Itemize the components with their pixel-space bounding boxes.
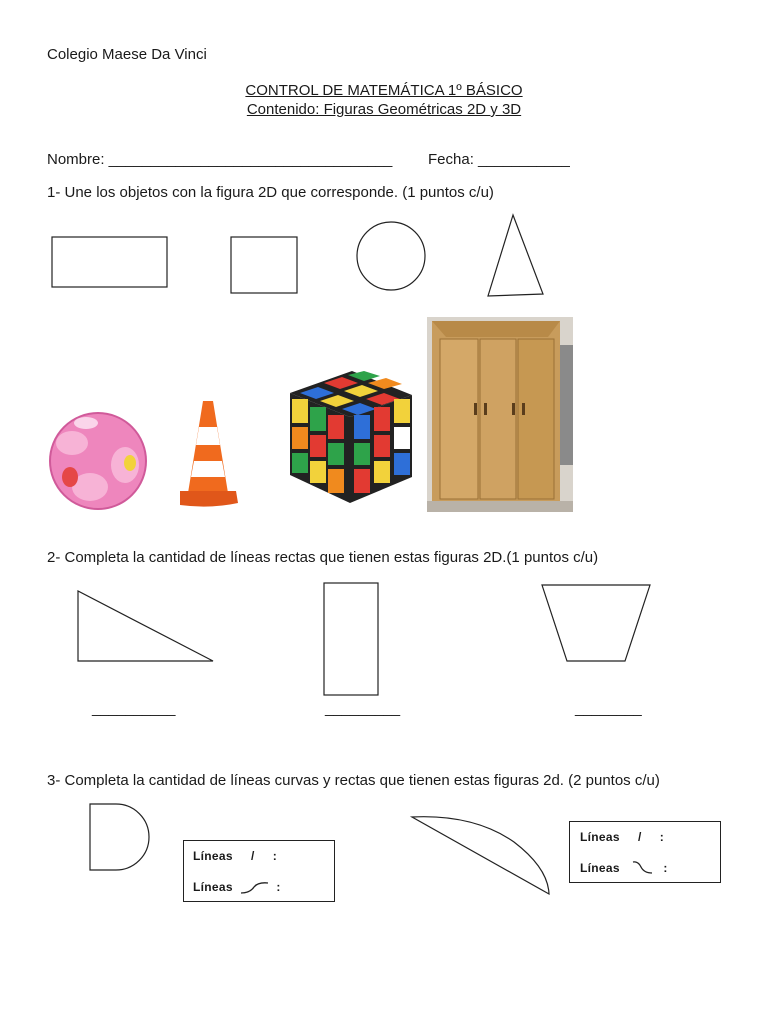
q2-answer-1[interactable]: __________ [92, 700, 176, 717]
trapezoid-icon [542, 585, 650, 661]
curved-segment-icon [412, 817, 549, 894]
name-field[interactable]: Nombre: __________________________________ [47, 151, 393, 168]
triangle-icon [488, 215, 543, 296]
ball-image [50, 413, 146, 509]
box2-curve-row[interactable]: Líneas : [580, 861, 668, 875]
question-2-prompt: 2- Completa la cantidad de líneas rectas que tienen estas figuras 2D.(1 puntos c/u) [47, 549, 599, 566]
question-1-prompt: 1- Une los objetos con la figura 2D que corresponde. (1 puntos c/u) [47, 184, 494, 201]
tall-rectangle-icon [324, 583, 378, 695]
wardrobe-image [427, 317, 573, 512]
box2-straight-row[interactable]: Líneas / : [580, 830, 665, 844]
page-subtitle [0, 101, 768, 118]
square-icon [231, 237, 297, 293]
date-field[interactable]: Fecha: ___________ [428, 151, 570, 168]
rectangle-icon [52, 237, 167, 287]
title-text: CONTROL DE MATEMÁTICA 1º BÁSICO [245, 82, 523, 99]
q3-answer-box-1[interactable] [183, 840, 335, 902]
box1-curve-row[interactable]: Líneas : [193, 880, 281, 894]
q2-shapes [0, 575, 768, 705]
q1-objects [0, 315, 768, 515]
box1-straight-row[interactable]: Líneas / : [193, 849, 278, 863]
subtitle-text: Contenido: Figuras Geométricas 2D y 3D [246, 101, 522, 118]
curve-line-icon [632, 860, 654, 876]
q3-answer-box-2[interactable] [569, 821, 721, 883]
curve-line-icon [240, 881, 270, 895]
rubik-cube-image [290, 371, 412, 503]
page-title [0, 82, 768, 99]
school-name: Colegio Maese Da Vinci [47, 46, 207, 63]
circle-icon [357, 222, 425, 290]
q2-answer-3[interactable]: ________ [575, 700, 642, 717]
d-shape-icon [90, 804, 149, 870]
traffic-cone-image [180, 401, 238, 507]
right-triangle-icon [78, 591, 213, 661]
q2-answer-2[interactable]: _________ [325, 700, 401, 717]
question-3-prompt: 3- Completa la cantidad de líneas curvas y rectas que tienen estas figuras 2d. (2 puntos c/u) [47, 772, 660, 789]
